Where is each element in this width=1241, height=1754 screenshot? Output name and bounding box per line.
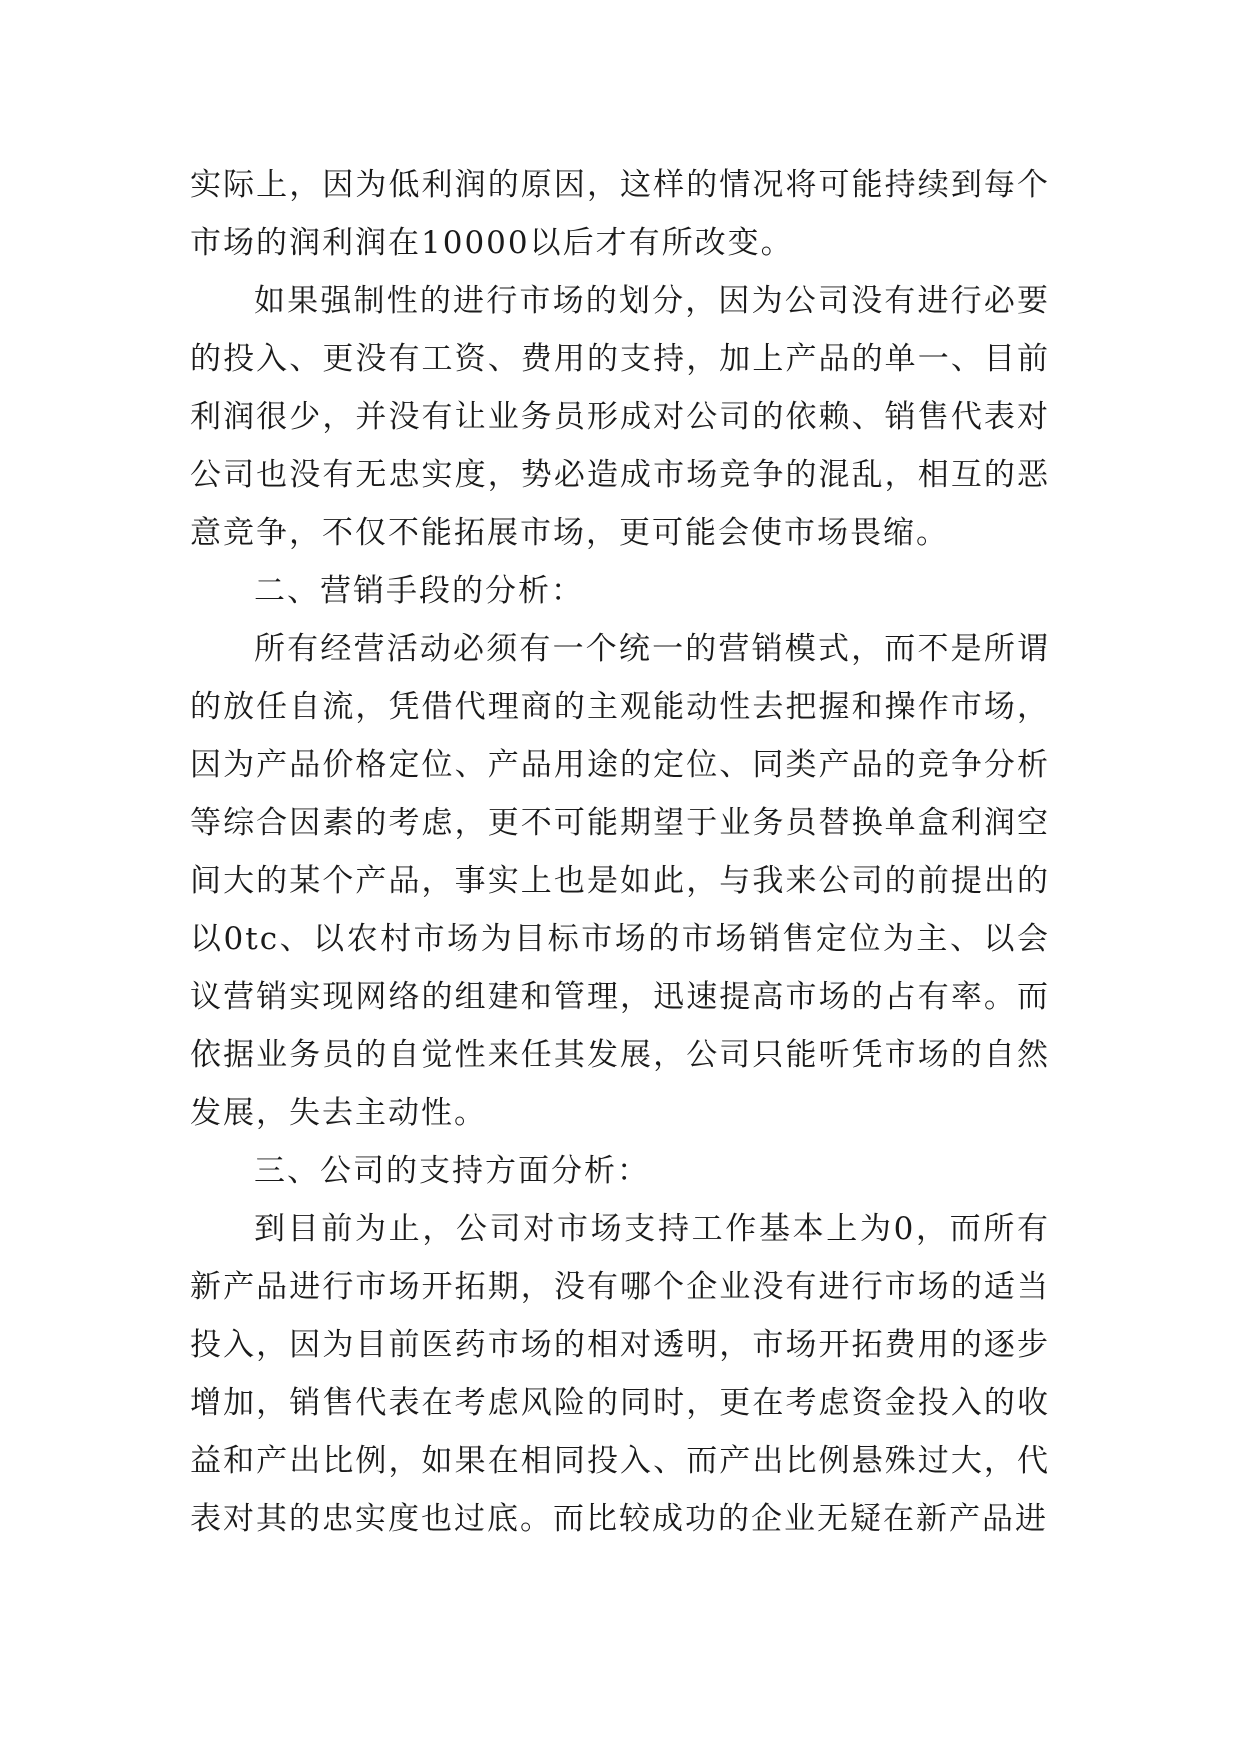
paragraph-profit-note: 实际上，因为低利润的原因，这样的情况将可能持续到每个市场的润利润在10000以后才有所改变。 bbox=[190, 167, 1050, 261]
paragraph-company-support: 到目前为止，公司对市场支持工作基本上为0，而所有新产品进行市场开拓期，没有哪个企业没有进行市场的适当投入，因为目前医药市场的相对透明，市场开拓费用的逐步增加，销售代表在考虑风险的同时，更在考虑资金投入的收益和产出比例，如果在相同投入、而产出比例悬殊过大，代表对其的忠实度也过底。而比较成功的企业无疑在新产品进 bbox=[190, 1211, 1050, 1537]
document-body bbox=[190, 156, 1050, 1548]
section-heading-company-support: 三、公司的支持方面分析： bbox=[254, 1153, 650, 1189]
paragraph-marketing-model: 所有经营活动必须有一个统一的营销模式，而不是所谓的放任自流，凭借代理商的主观能动性去把握和操作市场，因为产品价格定位、产品用途的定位、同类产品的竞争分析等综合因素的考虑，更不可能期望于业务员替换单盒利润空间大的某个产品，事实上也是如此，与我来公司的前提出的以0tc、以农村市场为目标市场的市场销售定位为主、以会议营销实现网络的组建和管理，迅速提高市场的占有率。而依据业务员的自觉性来任其发展，公司只能听凭市场的自然发展，失去主动性。 bbox=[190, 631, 1050, 1131]
section-heading-marketing-methods: 二、营销手段的分析： bbox=[254, 573, 584, 609]
paragraph-market-division: 如果强制性的进行市场的划分，因为公司没有进行必要的投入、更没有工资、费用的支持，加上产品的单一、目前利润很少，并没有让业务员形成对公司的依赖、销售代表对公司也没有无忠实度，势必造成市场竞争的混乱，相互的恶意竞争，不仅不能拓展市场，更可能会使市场畏缩。 bbox=[190, 283, 1050, 551]
